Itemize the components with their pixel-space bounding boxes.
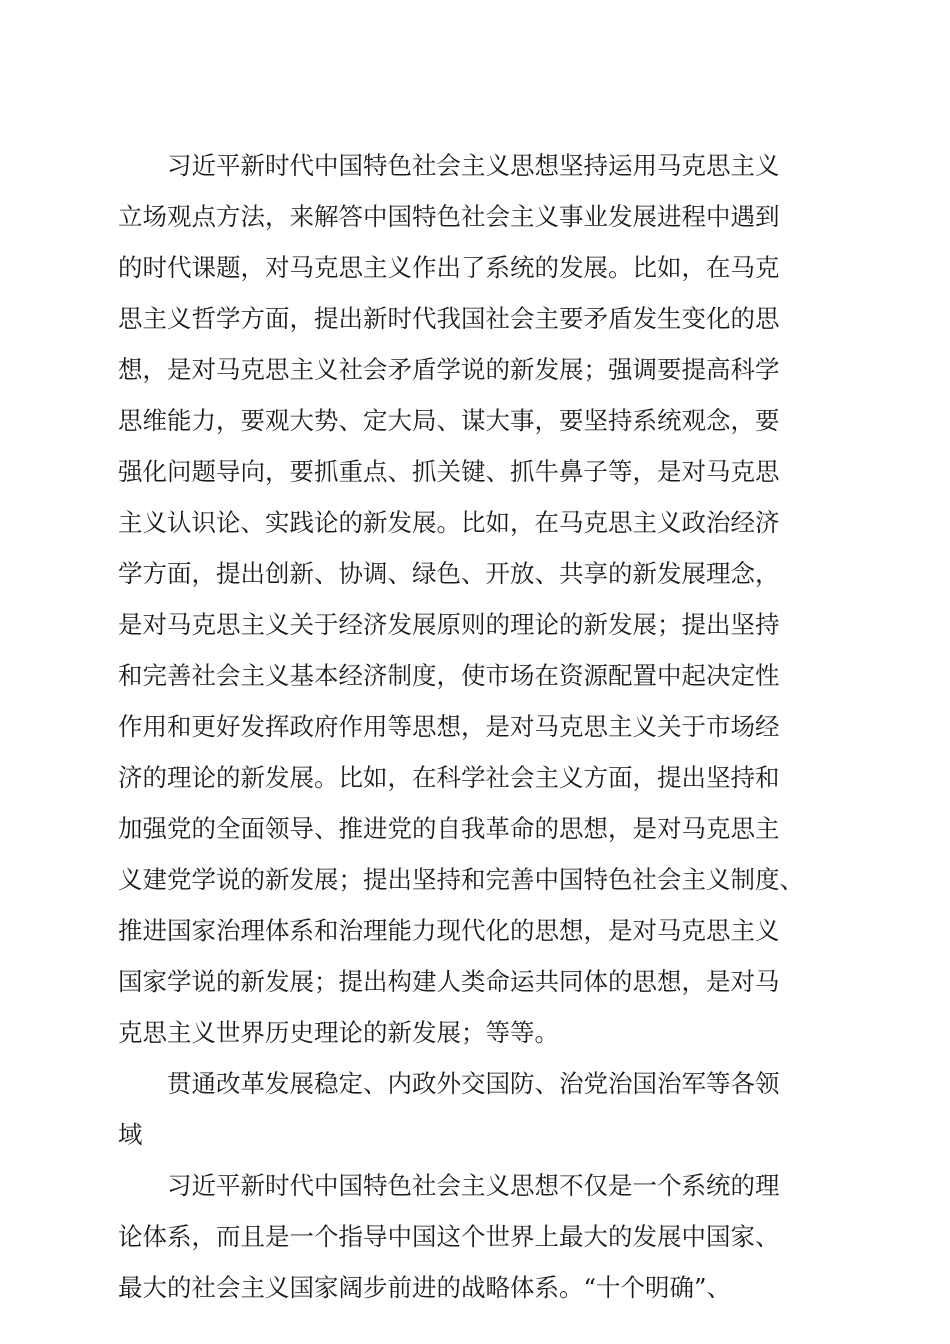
- body-text: [118, 140, 830, 1313]
- text-line: 习近平新时代中国特色社会主义思想不仅是一个系统的理: [118, 1171, 780, 1200]
- text-line: 主义认识论、实践论的新发展。比如，在马克思主义政治经济: [118, 508, 780, 537]
- text-line: 思主义哲学方面，提出新时代我国社会主要矛盾发生变化的思: [118, 304, 780, 333]
- section-heading-line: 域: [118, 1120, 143, 1149]
- text-line: 想，是对马克思主义社会矛盾学说的新发展；强调要提高科学: [118, 355, 780, 384]
- text-line: 和完善社会主义基本经济制度，使市场在资源配置中起决定性: [118, 661, 780, 690]
- text-line: 加强党的全面领导、推进党的自我革命的思想，是对马克思主: [118, 814, 780, 843]
- text-line: 国家学说的新发展；提出构建人类命运共同体的思想，是对马: [118, 967, 780, 996]
- text-line: 习近平新时代中国特色社会主义思想坚持运用马克思主义: [118, 151, 780, 180]
- text-line: 克思主义世界历史理论的新发展；等等。: [118, 1018, 559, 1047]
- text-line: 济的理论的新发展。比如，在科学社会主义方面，提出坚持和: [118, 763, 780, 792]
- text-line: 是对马克思主义关于经济发展原则的理论的新发展；提出坚持: [118, 610, 780, 639]
- text-line: 的时代课题，对马克思主义作出了系统的发展。比如，在马克: [118, 253, 780, 282]
- text-line: 学方面，提出创新、协调、绿色、开放、共享的新发展理念，: [118, 559, 780, 588]
- text-line: 作用和更好发挥政府作用等思想，是对马克思主义关于市场经: [118, 712, 780, 741]
- text-line: 论体系，而且是一个指导中国这个世界上最大的发展中国家、: [118, 1222, 780, 1251]
- text-line: 立场观点方法，来解答中国特色社会主义事业发展进程中遇到: [118, 202, 780, 231]
- text-line: 义建党学说的新发展；提出坚持和完善中国特色社会主义制度、: [118, 865, 804, 894]
- text-line: 强化问题导向，要抓重点、抓关键、抓牛鼻子等，是对马克思: [118, 457, 780, 486]
- section-heading-line: 贯通改革发展稳定、内政外交国防、治党治国治军等各领: [118, 1069, 780, 1098]
- text-line: 思维能力，要观大势、定大局、谋大事，要坚持系统观念，要: [118, 406, 780, 435]
- text-line: 最大的社会主义国家阔步前进的战略体系。“十个明确”、: [118, 1273, 732, 1302]
- text-line: 推进国家治理体系和治理能力现代化的思想，是对马克思主义: [118, 916, 780, 945]
